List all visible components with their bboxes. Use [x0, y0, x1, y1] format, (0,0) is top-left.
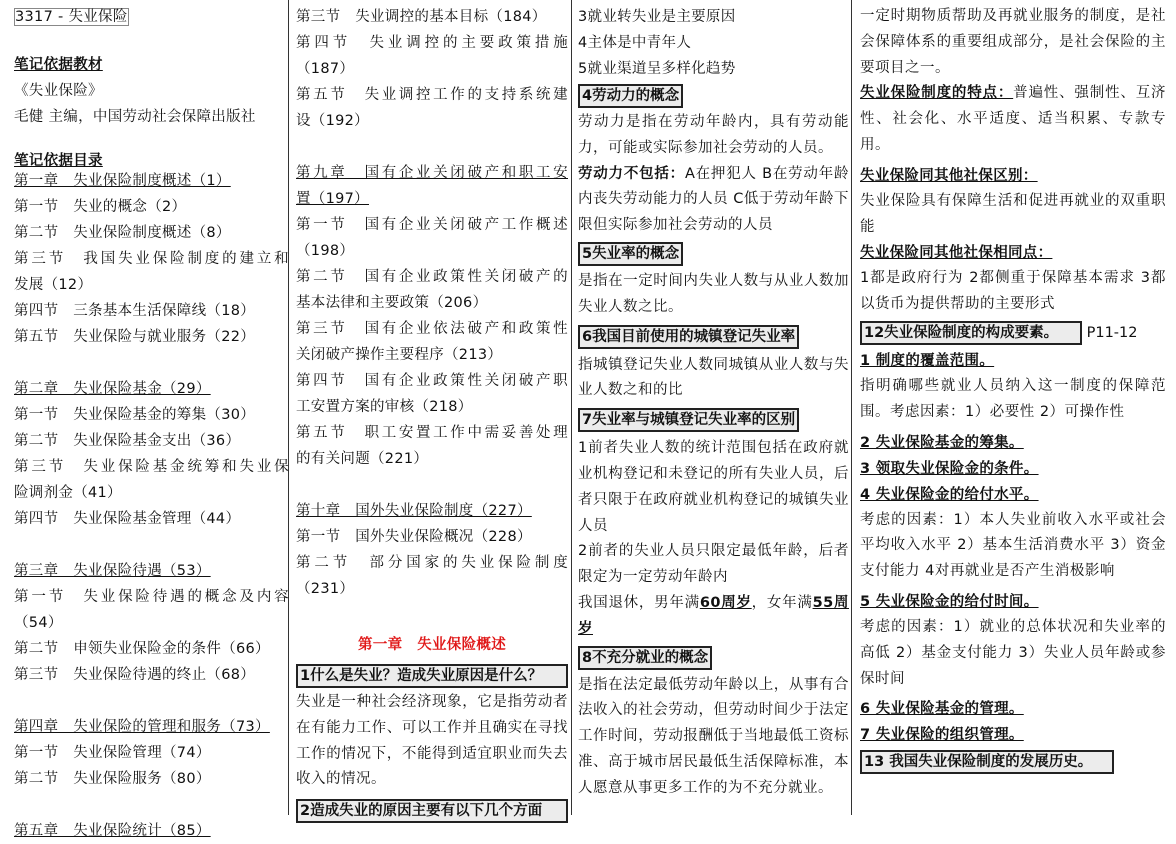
chapter-3: 第三章 失业保险待遇（53）: [14, 563, 211, 579]
heading-8-wrap: [578, 646, 849, 670]
toc-line: 第一节 国外失业保险概况（228）: [296, 529, 532, 545]
toc-line: 第二节 部分国家的失业保险制度: [296, 555, 568, 571]
paragraph-8: 是指在法定最低劳动年龄以上，从事有合法收入的社会劳动，但劳动时间少于法定工作时间，劳动报酬低于当地最低工资标准、高于城市居民最低生活保障标准，本人愿意从事更多工作的为不充分就业。: [578, 676, 849, 796]
toc-line: 第二节 失业保险基金支出（36）: [14, 433, 241, 449]
element-3-heading: 3 领取失业保险金的条件。: [860, 460, 1039, 477]
heading-12-wrap: [860, 321, 1166, 345]
retire-female-age: 55周岁: [578, 594, 849, 637]
chapter-4: 第四章 失业保险的管理和服务（73）: [14, 719, 270, 735]
heading-8: 8不充分就业的概念: [578, 646, 712, 670]
element-7-heading: 7 失业保险的组织管理。: [860, 727, 1024, 744]
column-1: [0, 0, 289, 839]
paragraph-7b: 2前者的失业人员只限定最低年龄，后者限定为一定劳动年龄内: [578, 543, 849, 586]
chapter-3-sections: [14, 584, 289, 688]
chapter-4-sections: [14, 740, 289, 792]
heading-6: 6我国目前使用的城镇登记失业率: [578, 325, 799, 349]
toc-line: 第四节 国有企业政策性关闭破产职: [296, 373, 568, 389]
heading-5: 5失业率的概念: [578, 242, 683, 266]
heading-13-wrap: [860, 750, 1166, 774]
book-title: 《失业保险》: [14, 83, 103, 99]
toc-line: 关闭破产操作主要程序（213）: [296, 347, 503, 363]
features: [860, 81, 1166, 158]
toc-line: （231）: [296, 581, 355, 597]
toc-line: 第三节 失业保险待遇的终止（68）: [14, 667, 256, 683]
toc-line: 第一节 失业的概念（2）: [14, 199, 187, 215]
toc-line: 第二节 失业保险制度概述（8）: [14, 225, 231, 241]
toc-line: 第五节 失业保险与就业服务（22）: [14, 329, 256, 345]
paragraph-top: 一定时期物质帮助及再就业服务的制度，是社会保障体系的重要组成部分，是社会保险的主要项目之一。: [860, 8, 1166, 76]
question-2-heading: 2造成失业的原因主要有以下几个方面: [296, 799, 568, 823]
excluded-text: A在押犯人 B在劳动年龄内丧失劳动能力的人员 C低于劳动年龄下限但实际参加社会劳动的人员: [578, 165, 849, 234]
paragraph-4b: [578, 162, 849, 239]
paragraph-6: 指城镇登记失业人数同城镇从业人数与失业人数之和的比: [578, 356, 849, 399]
toc-line: 险调剂金（41）: [14, 485, 122, 501]
reason-line: 5就业渠道呈多样化趋势: [578, 61, 736, 77]
toc-line: 第二节 失业保险服务（80）: [14, 771, 211, 787]
paragraph-7a: 1前者失业人数的统计范围包括在政府就业机构登记和未登记的所有失业人员，后者只限于在政府就业机构登记的城镇失业人员: [578, 440, 849, 534]
heading-4-wrap: [578, 84, 849, 108]
toc-line: 发展（12）: [14, 277, 93, 293]
toc-line: 基本法律和主要政策（206）: [296, 295, 488, 311]
chapter-5: 第五章 失业保险统计（85）: [14, 823, 211, 839]
similarity-text: 1都是政府行为 2都侧重于保障基本需求 3都以货币为提供帮助的主要形式: [860, 270, 1166, 313]
element-6-heading: 6 失业保险基金的管理。: [860, 701, 1024, 718]
heading-12-pages: P11-12: [1086, 324, 1138, 341]
toc-heading: 笔记依据目录: [14, 153, 103, 169]
toc-line: 第四节 三条基本生活保障线（18）: [14, 303, 256, 319]
chapter-2: 第二章 失业保险基金（29）: [14, 381, 211, 397]
element-1-heading: 1 制度的覆盖范围。: [860, 352, 995, 369]
chapter-10: 第十章 国外失业保险制度（227）: [296, 503, 532, 519]
element-4-text: 考虑的因素：1）本人失业前收入水平或社会平均收入水平 2）基本生活消费水平 3）资金支付能力 4对再就业是否产生消极影响: [860, 511, 1166, 580]
toc-line: 第一节 失业保险基金的筹集（30）: [14, 407, 256, 423]
toc-line: 第四节 失业保险基金管理（44）: [14, 511, 241, 527]
toc-line: 第五节 失业调控工作的支持系统建: [296, 87, 568, 103]
question-1-answer: 失业是一种社会经济现象，它是指劳动者在有能力工作、可以工作并且确实在寻找工作的情况下，不能得到适宜职业而失去收入的情况。: [296, 694, 568, 788]
toc-line: 设（192）: [296, 113, 369, 129]
question-1-heading: 1什么是失业？造成失业原因是什么？: [296, 664, 568, 688]
toc-line: 第三节 失业保险基金统筹和失业保: [14, 459, 289, 475]
element-2-heading: 2 失业保险基金的筹集。: [860, 434, 1024, 451]
paragraph-4: 劳动力是指在劳动年龄内，具有劳动能力，可能或实际参加社会劳动的人员。: [578, 114, 849, 156]
similarity-heading: 失业保险同其他社保相同点：: [860, 245, 1053, 262]
retire-text: 我国退休，男年满: [578, 594, 700, 611]
features-label: 失业保险制度的特点：: [860, 85, 1014, 102]
chapter-1-sections: [14, 194, 289, 350]
basis-heading: 笔记依据教材: [14, 57, 103, 73]
toc-line: 第四节 失业调控的主要政策措施: [296, 35, 568, 51]
reason-line: 4主体是中青年人: [578, 35, 692, 51]
chapter-9: 第九章 国有企业关闭破产和职工安: [296, 165, 568, 181]
section-chapter-title: 第一章 失业保险概述: [358, 637, 506, 653]
toc-line: 第一节 失业保险管理（74）: [14, 745, 211, 761]
heading-7-wrap: [578, 408, 849, 432]
difference-heading: 失业保险同其他社保区别：: [860, 167, 1038, 184]
paragraph-5: 是指在一定时间内失业人数与从业人数加失业人数之比。: [578, 272, 849, 315]
label-excluded: 劳动力不包括：: [578, 165, 685, 182]
element-4-heading: 4 失业保险金的给付水平。: [860, 486, 1039, 503]
toc-line: 第二节 申领失业保险金的条件（66）: [14, 641, 270, 657]
difference-text: 失业保险具有保障生活和促进再就业的双重职能: [860, 192, 1166, 235]
toc-line: 的有关问题（221）: [296, 451, 429, 467]
toc-line: 第三节 我国失业保险制度的建立和: [14, 251, 289, 267]
retire-male-age: 60周岁: [699, 594, 752, 611]
column-4: [852, 0, 1176, 815]
heading-6-wrap: [578, 325, 849, 349]
toc-line: 第三节 国有企业依法破产和政策性: [296, 321, 568, 337]
element-1-text: 指明确哪些就业人员纳入这一制度的保障范围。考虑因素：1）必要性 2）可操作性: [860, 377, 1166, 420]
doc-title-text: 3317 - 失业保险: [15, 9, 128, 25]
doc-title: [14, 4, 289, 30]
column-3: [572, 0, 852, 815]
heading-12: 12失业保险制度的构成要素。: [860, 321, 1082, 345]
toc-line: （187）: [296, 61, 355, 77]
heading-7: 7失业率与城镇登记失业率的区别: [578, 408, 799, 432]
element-5-text: 考虑的因素：1）就业的总体状况和失业率的高低 2）基金支付能力 3）失业人员年龄或参保时间: [860, 618, 1166, 687]
toc-line: 第一节 国有企业关闭破产工作概述: [296, 217, 568, 233]
element-5-heading: 5 失业保险金的给付时间。: [860, 593, 1039, 610]
book-author: 毛健 主编，中国劳动社会保障出版社: [14, 109, 256, 125]
chapter-9-sections: [296, 212, 568, 472]
toc-line: 工安置方案的审核（218）: [296, 399, 473, 415]
toc-line: （198）: [296, 243, 355, 259]
column-2: [289, 0, 572, 820]
toc-line: 第五节 职工安置工作中需妥善处理: [296, 425, 568, 441]
features-text: 普遍性、强制性、互济性、社会化、水平适度、适当积累、专款专用。: [860, 85, 1167, 153]
chapter-2-sections: [14, 402, 289, 532]
toc-line: （54）: [14, 615, 63, 631]
paragraph-7c: [578, 591, 849, 643]
toc-line: 第二节 国有企业政策性关闭破产的: [296, 269, 568, 285]
reason-line: 3就业转失业是主要原因: [578, 9, 736, 25]
heading-4: 4劳动力的概念: [578, 84, 683, 108]
heading-5-wrap: [578, 242, 849, 266]
toc-line: 第三节 失业调控的基本目标（184）: [296, 9, 547, 25]
toc-line: 第一节 失业保险待遇的概念及内容: [14, 589, 289, 605]
heading-13: 13 我国失业保险制度的发展历史。: [860, 750, 1114, 774]
retire-text: ，女年满: [751, 594, 813, 611]
chapter-1: 第一章 失业保险制度概述（1）: [14, 173, 231, 189]
chapter-9-cont: 置（197）: [296, 191, 369, 207]
